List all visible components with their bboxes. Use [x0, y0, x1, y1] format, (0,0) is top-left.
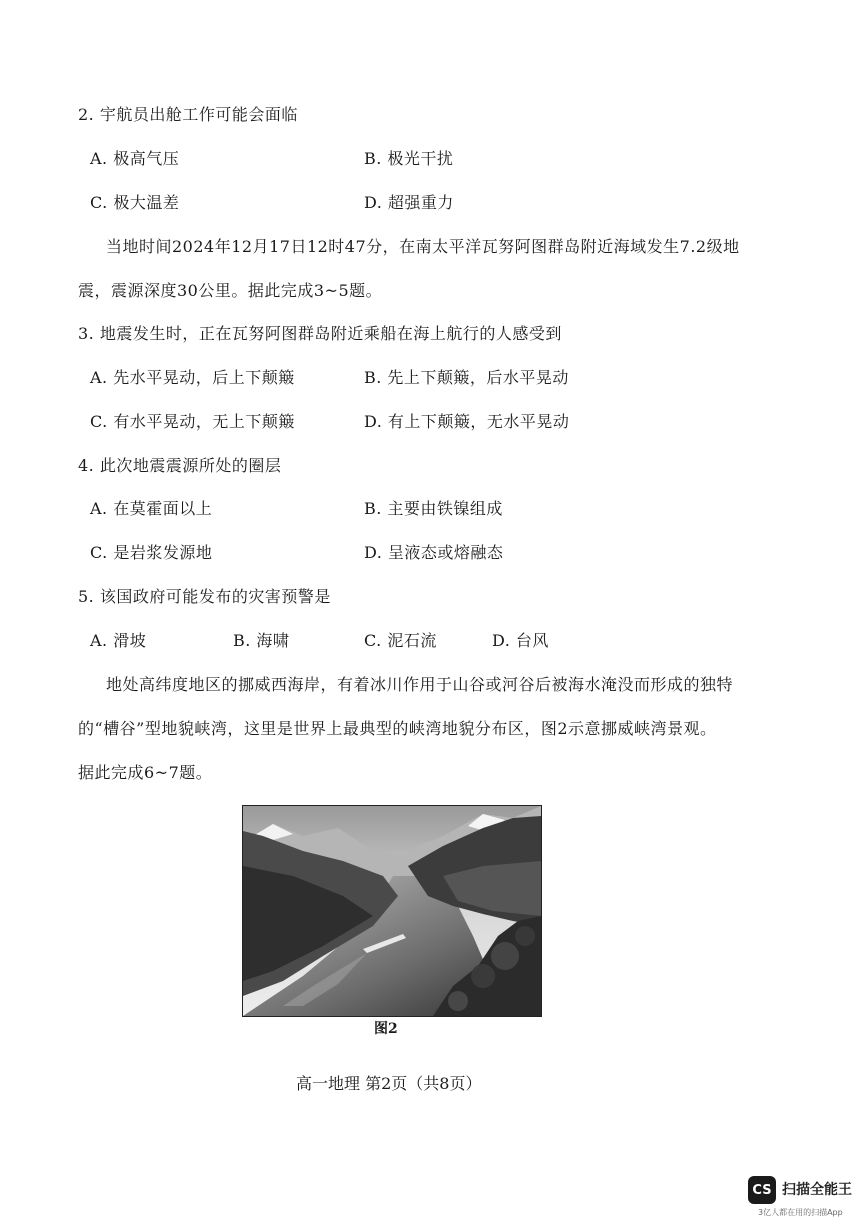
question-4-option-c: C. 是岩浆发源地 — [90, 543, 213, 562]
question-4-option-d: D. 呈液态或熔融态 — [364, 543, 504, 562]
passage-2-line-2: 的“槽谷”型地貌峡湾，这里是世界上最典型的峡湾地貌分布区，图2示意挪威峡湾景观。 — [78, 719, 717, 738]
question-3-stem: 3. 地震发生时，正在瓦努阿图群岛附近乘船在海上航行的人感受到 — [78, 324, 562, 343]
camscanner-logo-icon: CS — [748, 1176, 776, 1204]
question-5-option-d: D. 台风 — [492, 631, 549, 650]
passage-1-line-1: 当地时间2024年12月17日12时47分，在南太平洋瓦努阿图群岛附近海域发生7.2级地 — [106, 237, 740, 256]
question-5-option-c: C. 泥石流 — [364, 631, 437, 650]
question-2-option-a: A. 极高气压 — [90, 149, 180, 168]
question-4-option-a: A. 在莫霍面以上 — [90, 499, 213, 518]
question-2-option-d: D. 超强重力 — [364, 193, 454, 212]
question-5-option-b: B. 海啸 — [233, 631, 290, 650]
question-4-stem: 4. 此次地震震源所处的圈层 — [78, 456, 282, 475]
question-3-option-d: D. 有上下颠簸，无水平晃动 — [364, 412, 570, 431]
question-3-option-b: B. 先上下颠簸，后水平晃动 — [364, 368, 569, 387]
question-3-option-c: C. 有水平晃动，无上下颠簸 — [90, 412, 295, 431]
question-3-option-a: A. 先水平晃动，后上下颠簸 — [90, 368, 295, 387]
question-2-option-b: B. 极光干扰 — [364, 149, 454, 168]
passage-2-line-3: 据此完成6~7题。 — [78, 763, 213, 782]
camscanner-name: 扫描全能王 — [782, 1182, 852, 1198]
question-2-option-c: C. 极大温差 — [90, 193, 180, 212]
question-2-stem: 2. 宇航员出舱工作可能会面临 — [78, 105, 298, 124]
question-4-option-b: B. 主要由铁镍组成 — [364, 499, 503, 518]
page-footer: 高一地理 第2页（共8页） — [296, 1074, 482, 1093]
camscanner-tagline: 3亿人都在用的扫描App — [758, 1208, 843, 1217]
question-5-stem: 5. 该国政府可能发布的灾害预警是 — [78, 587, 331, 606]
passage-1-line-2: 震，震源深度30公里。据此完成3~5题。 — [78, 281, 383, 300]
figure-caption: 图2 — [374, 1021, 398, 1037]
passage-2-line-1: 地处高纬度地区的挪威西海岸，有着冰川作用于山谷或河谷后被海水淹没而形成的独特 — [106, 675, 734, 694]
question-5-option-a: A. 滑坡 — [90, 631, 147, 650]
fjord-photo — [242, 805, 542, 1017]
